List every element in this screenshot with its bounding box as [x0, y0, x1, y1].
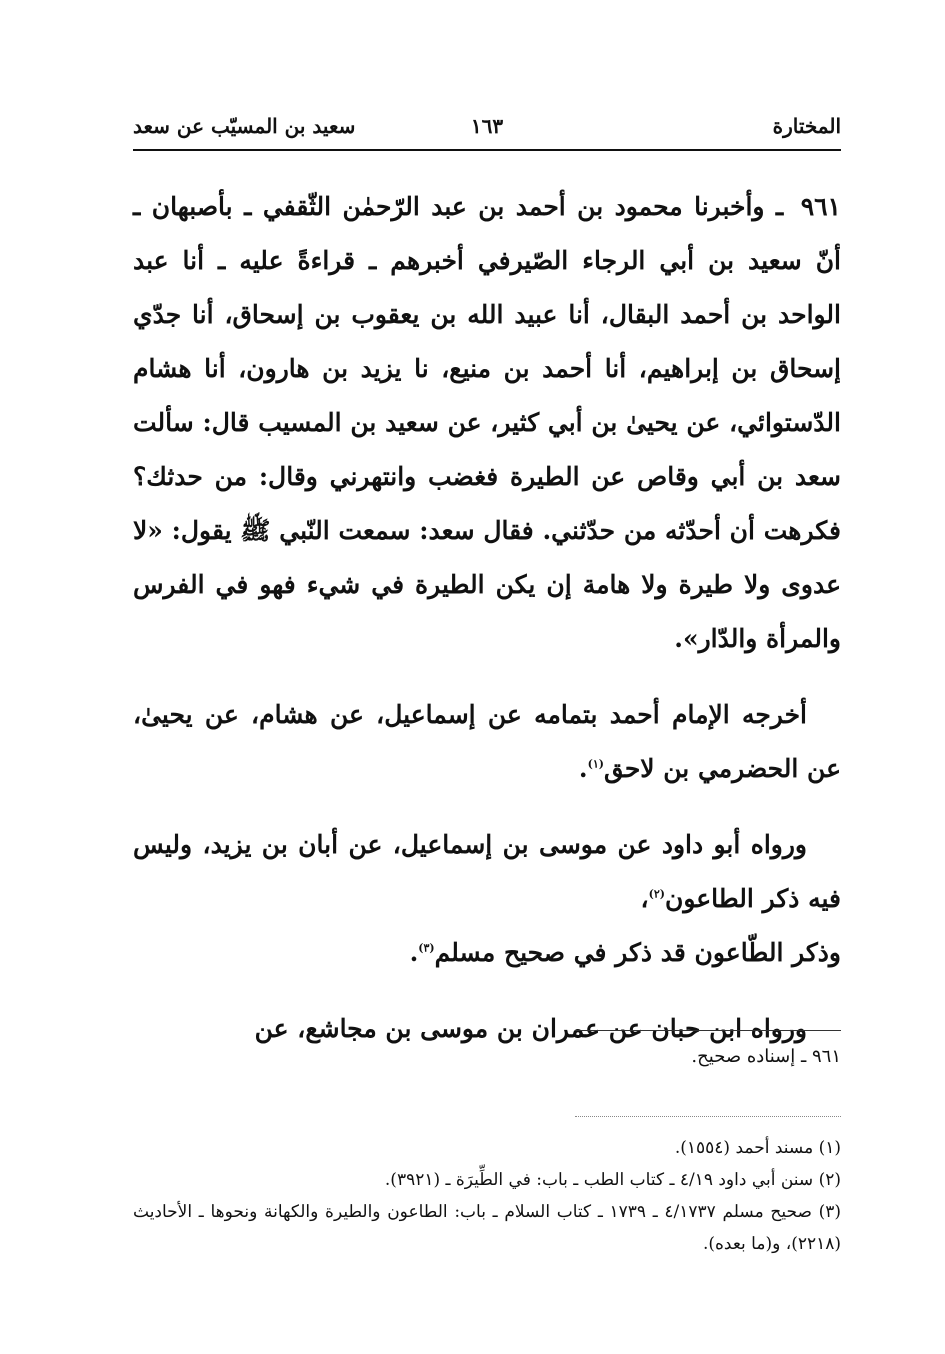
- footnote-1: (١) مسند أحمد (١٥٥٤).: [674, 1138, 841, 1158]
- footnote-ref-2: (٢): [648, 887, 665, 901]
- takhrij-paragraph-1: أخرجه الإمام أحمد بتمامه عن إسماعيل، عن هشام، عن يحيىٰ، عن الحضرمي بن لاحق$^{(١)}$.: [133, 700, 841, 783]
- header-section-title: سعيد بن المسيّب عن سعد: [133, 114, 356, 138]
- takhrij-text-4: ورواه ابن حبان عن عمران بن موسى بن مجاشع، عن: [254, 1014, 807, 1043]
- footnote-2: (٢) سنن أبي داود ٤/١٩ ـ كتاب الطب ـ باب: في الطِّيرَة ـ (٣٩٢١).: [384, 1170, 841, 1190]
- footnote-ref-3: (٣): [418, 941, 435, 955]
- running-header: [133, 112, 841, 148]
- takhrij-text-1: أخرجه الإمام أحمد بتمامه عن إسماعيل، عن هشام، عن يحيىٰ، عن الحضرمي بن لاحق: [133, 700, 841, 783]
- hadith-number: ٩٦١: [800, 192, 841, 221]
- editor-note: ٩٦١ ـ إسناده صحيح.: [691, 1046, 841, 1067]
- hadith-text: ـ وأخبرنا محمود بن أحمد بن عبد الرّحمٰن الثّقفي ـ بأصبهان ـ أنّ سعيد بن أبي الرجاء الصّيرفي أخبرهم ـ قراءةً عليه ـ أنا عبد الواحد بن أحمد البقال، أنا عبيد الله بن يعقوب بن إسحاق، أنا جدّي إسحاق بن إبراهيم، أنا أحمد بن منيع، نا يزيد بن هارون، أنا هشام الدّستوائي، عن يحيىٰ بن أبي كثير، عن سعيد بن المسيب قال: سألت سعد بن أبي وقاص عن الطيرة فغضب وانتهرني وقال: من حدثك؟ فكرهت أن أحدّثه من حدّثني. فقال سعد: سمعت النّبي ﷺ يقول: «لا عدوى ولا طيرة ولا هامة إن يكن الطيرة في شيء فهو في الفرس والمرأة والدّار».: [133, 192, 841, 653]
- header-rule: [133, 149, 841, 151]
- takhrij-paragraph-3: وذكر الطّاعون قد ذكر في صحيح مسلم$^{(٣)}$.: [409, 938, 841, 967]
- page-number: ١٦٣: [470, 114, 504, 138]
- footnote-dotted-separator: [575, 1116, 841, 1117]
- header-book-title: المختارة: [772, 114, 841, 138]
- takhrij-paragraph-2: ورواه أبو داود عن موسى بن إسماعيل، عن أبان بن يزيد، وليس فيه ذكر الطاعون$^{(٢)}$،: [133, 830, 841, 913]
- hadith-paragraph: [133, 180, 841, 666]
- footnote-3: (٣) صحيح مسلم ٤/١٧٣٧ ـ ١٧٣٩ ـ كتاب السلام ـ باب: الطاعون والطيرة والكهانة ونحوها ـ الأحاديث (٢٢١٨)، و(ما بعده).: [133, 1202, 841, 1254]
- takhrij-text-3: وذكر الطّاعون قد ذكر في صحيح مسلم: [434, 938, 841, 967]
- footnote-ref-1: (١): [587, 757, 604, 771]
- footnote-separator: [575, 1030, 841, 1031]
- footnotes: [133, 1132, 841, 1260]
- main-text: [133, 180, 841, 1056]
- takhrij-text-2: ورواه أبو داود عن موسى بن إسماعيل، عن أبان بن يزيد، وليس فيه ذكر الطاعون: [133, 830, 841, 913]
